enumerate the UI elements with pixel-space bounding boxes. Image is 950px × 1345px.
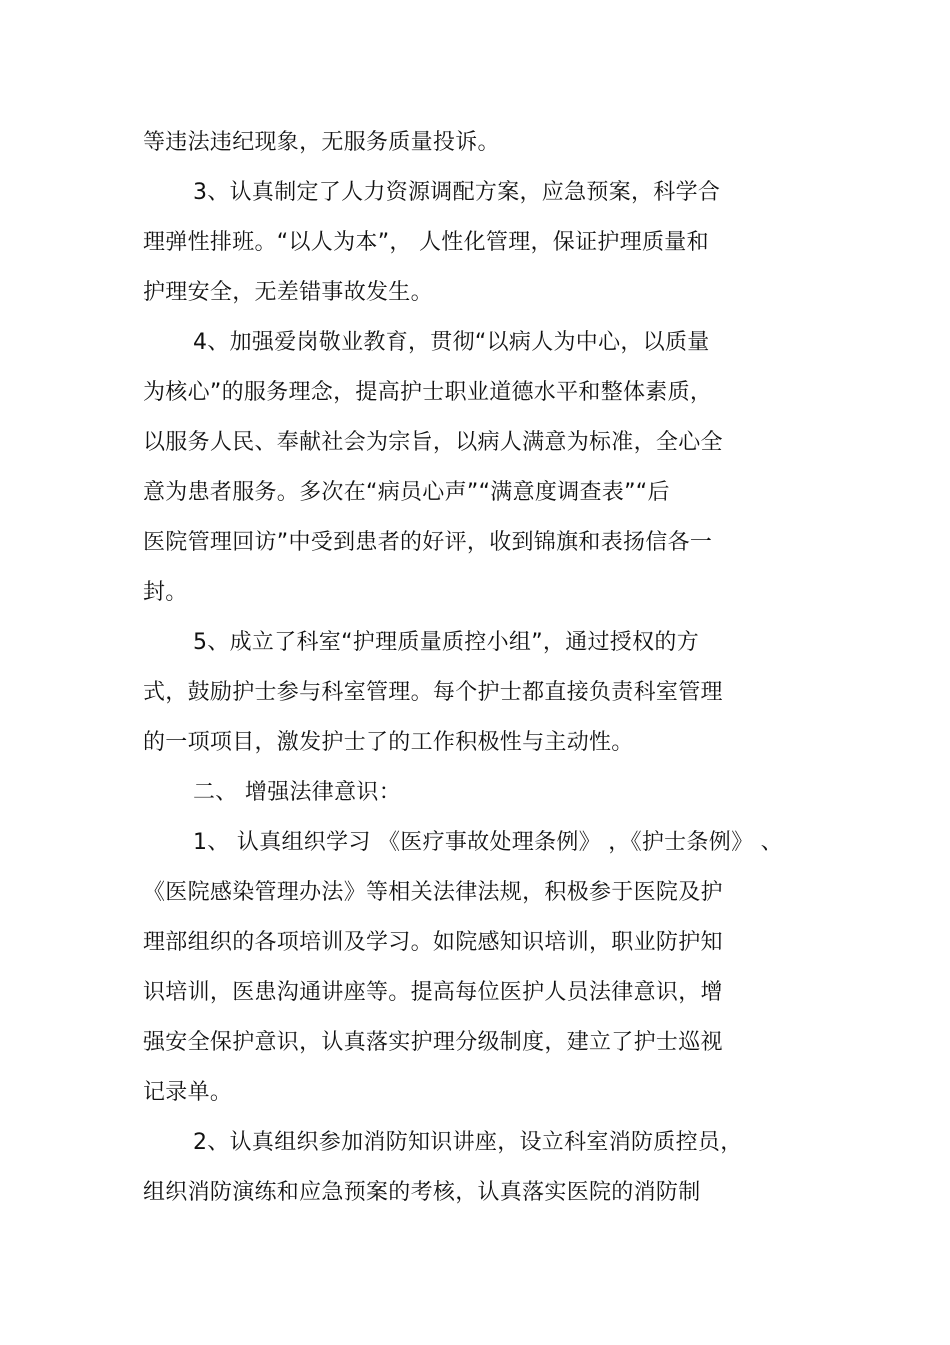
paragraph-3-line-1: 4、加强爱岗敬业教育，贯彻“以病人为中心，以质量	[193, 330, 710, 355]
paragraph-3-line-6: 封。	[143, 580, 188, 605]
paragraph-3-line-3: 以服务人民、奉献社会为宗旨，以病人满意为标准，全心全	[143, 430, 723, 455]
paragraph-2-line-3: 护理安全，无差错事故发生。	[143, 280, 433, 305]
paragraph-3-line-5: 医院管理回访”中受到患者的好评，收到锦旗和表扬信各一	[143, 530, 713, 555]
paragraph-1-line-1: 等违法违纪现象，无服务质量投诉。	[143, 130, 500, 155]
paragraph-3-line-4: 意为患者服务。多次在“病员心声”“满意度调查表”“后	[143, 480, 670, 505]
paragraph-2-line-1: 3、认真制定了人力资源调配方案，应急预案，科学合	[193, 180, 721, 205]
paragraph-5-line-5: 强安全保护意识，认真落实护理分级制度，建立了护士巡视	[143, 1030, 723, 1055]
paragraph-2-line-2: 理弹性排班。“以人为本”， 人性化管理，保证护理质量和	[143, 230, 709, 255]
paragraph-4-line-3: 的一项项目，激发护士了的工作积极性与主动性。	[143, 730, 634, 755]
paragraph-5-line-3: 理部组织的各项培训及学习。如院感知识培训，职业防护知	[143, 930, 723, 955]
paragraph-5-line-4: 识培训，医患沟通讲座等。提高每位医护人员法律意识，增	[143, 980, 723, 1005]
paragraph-6-line-2: 组织消防演练和应急预案的考核，认真落实医院的消防制	[143, 1180, 701, 1205]
paragraph-4-line-1: 5、成立了科室“护理质量质控小组”，通过授权的方	[193, 630, 699, 655]
paragraph-5-line-1: 1、 认真组织学习 《医疗事故处理条例》 ，《护士条例》 、	[193, 830, 783, 855]
paragraph-4-line-2: 式，鼓励护士参与科室管理。每个护士都直接负责科室管理	[143, 680, 723, 705]
paragraph-3-line-2: 为核心”的服务理念，提高护士职业道德水平和整体素质，	[143, 380, 713, 405]
section-heading: 二、 增强法律意识：	[193, 780, 401, 805]
paragraph-5-line-2: 《医院感染管理办法》等相关法律法规，积极参于医院及护	[143, 880, 723, 905]
paragraph-6-line-1: 2、认真组织参加消防知识讲座，设立科室消防质控员，	[193, 1130, 743, 1155]
paragraph-5-line-6: 记录单。	[143, 1080, 233, 1105]
